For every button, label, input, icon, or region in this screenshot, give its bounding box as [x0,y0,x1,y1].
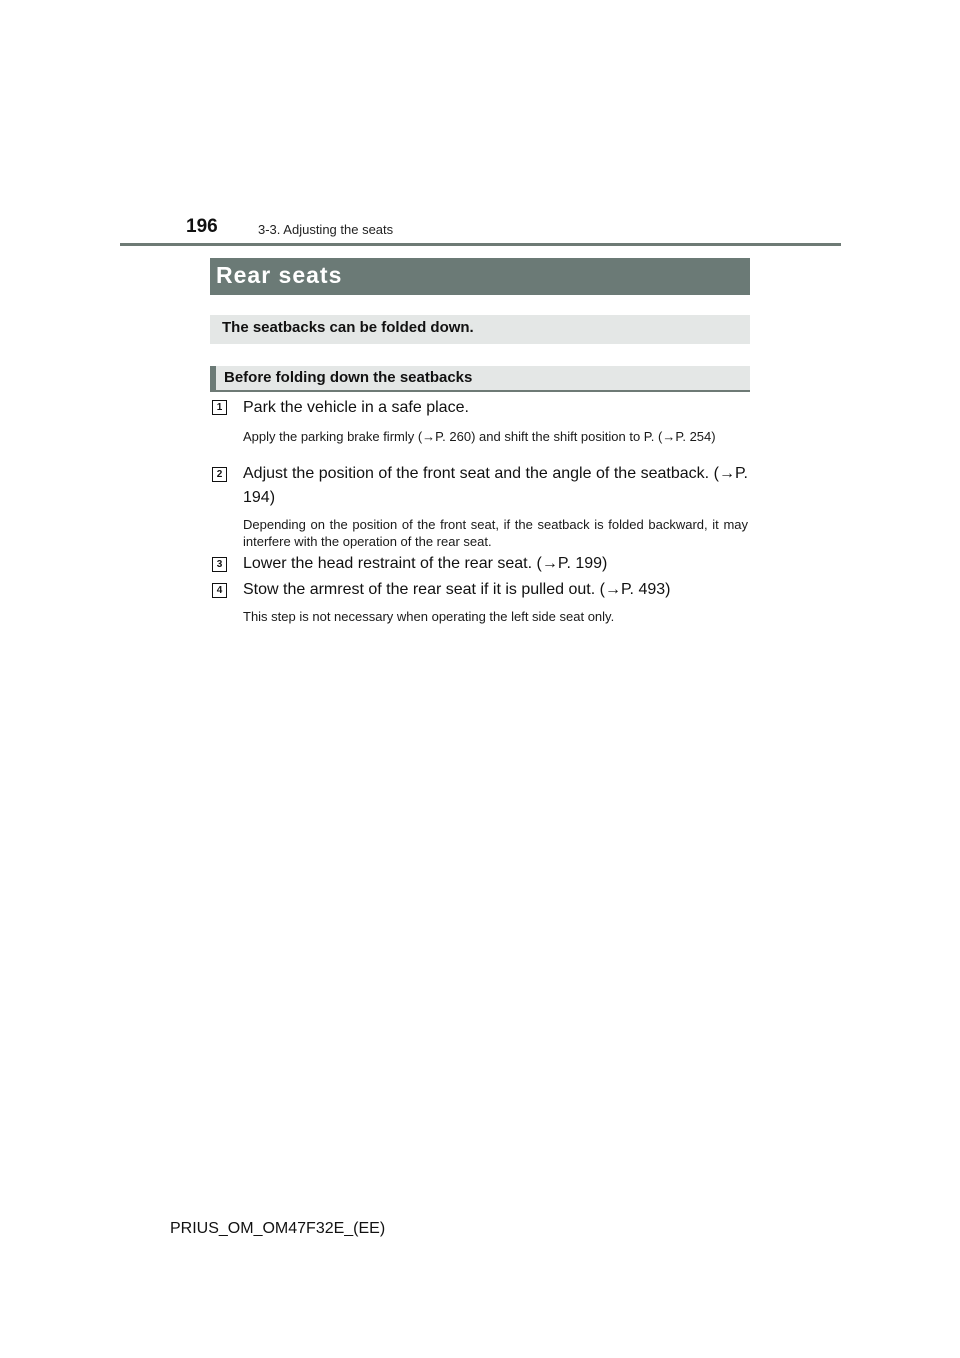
subheading-text: Before folding down the seatbacks [224,369,473,386]
page-title: Rear seats [216,262,343,288]
document-footer: PRIUS_OM_OM47F32E_(EE) [170,1220,386,1237]
step-number-box: 2 [212,467,227,482]
intro-box [210,315,750,344]
title-bar [210,258,750,295]
subheading-accent [210,366,216,390]
page-number: 196 [186,216,218,237]
step-note: Depending on the position of the front seat, if the seatback is folded backward, it may interfere with the operation of the rear seat. [243,517,748,549]
step-number-box: 1 [212,400,227,415]
section-reference: 3-3. Adjusting the seats [258,222,394,237]
step-text: Lower the head restraint of the rear seat. (→P. 199) [243,555,608,572]
step-number-box: 3 [212,557,227,572]
step-text: Stow the armrest of the rear seat if it is pulled out. (→P. 493) [243,581,671,598]
step-note: Apply the parking brake firmly (→P. 260) and shift the shift position to P. (→P. 254) [243,429,716,444]
header-rule [120,243,841,246]
step-text: Adjust the position of the front seat and the angle of the seatback. (→P. 194) [243,465,748,506]
step-number-box: 4 [212,583,227,598]
step-text: Park the vehicle in a safe place. [243,399,469,416]
subheading-bar [210,366,750,392]
intro-text: The seatbacks can be folded down. [222,319,474,336]
step-note: This step is not necessary when operating the left side seat only. [243,609,615,624]
